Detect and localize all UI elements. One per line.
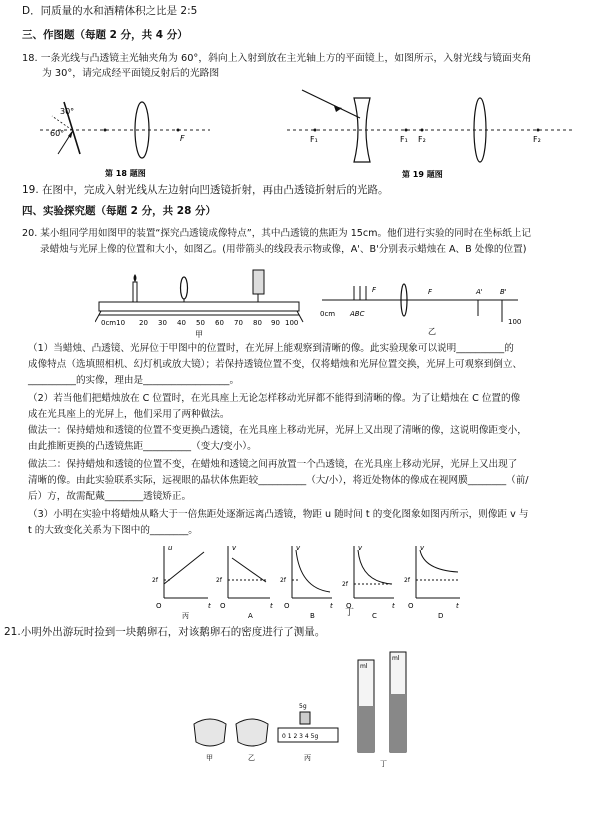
graph-label: B	[310, 612, 315, 620]
graph-label: D	[438, 612, 444, 620]
p3-line2: t 的大致变化关系为下图中的________。	[28, 525, 198, 536]
q19-text: 19. 在图中，完成入射光线从左边射向凹透镜折射，再由凸透镜折射后的光路。	[22, 184, 389, 196]
focus-label-left: F	[372, 286, 377, 294]
graph-b	[280, 544, 333, 620]
two-f-label: 2f	[280, 577, 286, 584]
water-right	[390, 694, 406, 752]
q18-text-line2: 为 30°，请完成经平面镜反射后的光路图	[42, 68, 220, 79]
f2-right-label: F₂	[533, 135, 541, 144]
weight-label: 5g	[299, 703, 307, 710]
p1-line3: __________的实像，理由是__________________。	[28, 375, 240, 386]
tick-label: 70	[234, 319, 243, 327]
curve	[296, 550, 330, 592]
tick-label: 30	[158, 319, 167, 327]
ruler-label: 0 1 2 3 4 5g	[282, 733, 319, 740]
ding-label: 丁	[380, 760, 387, 768]
p2-line1: （2）若当他们把蜡烛放在 C 位置时，在光具座上无论怎样移动光屏都不能得到清晰的像。为了让蜡烛在 C 位置的像	[28, 393, 521, 404]
yi-label: 乙	[248, 754, 255, 762]
p1-line2: 成像特点（选填照相机、幻灯机或放大镜）；若保持透镜位置不变，仅将蜡烛和光屏位置交换，光屏上可观察到倒立、	[28, 359, 523, 370]
tick-label: 0cm10	[101, 319, 126, 327]
section-3-title: 三、作图题（每题 2 分，共 4 分）	[22, 29, 188, 41]
hundred-label: 100	[508, 318, 522, 326]
figure-19	[282, 84, 582, 182]
figure-18-caption: 第 18 题图	[105, 169, 146, 178]
q20-text-line2: 录蜡烛与光屏上像的位置和大小，如图乙。(用带箭头的线段表示物或像，A'、B'分别表示蜡烛在 A、B 处像的位置)	[40, 244, 527, 255]
figure-19-caption: 第 19 题图	[402, 170, 443, 179]
a-prime-label: A'	[476, 288, 483, 296]
tick-label: 20	[139, 319, 148, 327]
x-label: t	[270, 602, 273, 610]
p2-line6: 清晰的像。由此实验联系实际，远视眼的晶状体焦距较__________（大/小），将近处物体的像成在视网膜________（前/	[28, 475, 529, 486]
two-f-label: 2f	[216, 577, 222, 584]
f2-right-dot	[537, 129, 540, 132]
candle-flame	[134, 274, 137, 282]
tick-label: 40	[177, 319, 186, 327]
figure-yi-sketch	[318, 272, 538, 338]
origin-label: O	[220, 602, 226, 610]
focus-right-dot	[177, 129, 180, 132]
b-prime-label: B'	[500, 288, 507, 296]
bench-rail	[99, 302, 299, 311]
p2-line3: 做法一：保持蜡烛和透镜的位置不变更换凸透镜，在光具座上移动光屏，光屏上又出现了清晰的像，这说明像距变小，	[28, 425, 527, 436]
graph-label: 丙	[182, 612, 189, 620]
water-left	[358, 706, 374, 752]
origin-label: O	[408, 602, 414, 610]
two-f-label: 2f	[404, 577, 410, 584]
curve	[358, 550, 392, 584]
angle-30-label: 30°	[60, 107, 75, 116]
figure-jia-label: 甲	[195, 330, 203, 338]
section-4-title: 四、实验探究题（每题 2 分，共 28 分）	[22, 205, 217, 217]
x-label: t	[330, 602, 333, 610]
graph-a	[216, 544, 273, 620]
candle	[133, 282, 137, 302]
y-label: v	[420, 544, 425, 552]
f2-left-dot	[421, 129, 424, 132]
x-label: t	[456, 602, 459, 610]
incident-ray	[302, 90, 360, 118]
tick-label: 100	[285, 319, 299, 327]
ml-label-right: ml	[392, 655, 400, 662]
figure-jia-optical-bench	[95, 262, 305, 338]
graph-label: C	[372, 612, 377, 620]
two-f-label: 2f	[342, 581, 348, 588]
y-label: u	[168, 544, 173, 552]
curve	[164, 552, 204, 584]
y-label: v	[358, 544, 363, 552]
abc-label: ABC	[350, 310, 365, 318]
graphs-note: 丁	[345, 608, 355, 618]
f2-left-label: F₂	[418, 135, 426, 144]
y-label: v	[232, 544, 237, 552]
tick-label: 90	[271, 319, 280, 327]
figure-21	[190, 650, 420, 770]
light-screen	[253, 270, 264, 294]
balance-dial-jia	[194, 719, 226, 762]
p2-line7: 后）方，故需配戴________透镜矫正。	[28, 491, 192, 502]
p2-line4: 由此推断更换的凸透镜焦距__________（变大/变小）。	[28, 441, 257, 452]
bing-label: 丙	[304, 754, 311, 762]
cylinders-ding	[358, 652, 406, 768]
origin-label: O	[156, 602, 162, 610]
x-label: t	[208, 602, 211, 610]
balance-dial-yi	[236, 719, 268, 762]
q21-text: 21.小明外出游玩时捡到一块鹅卵石，对该鹅卵石的密度进行了测量。	[4, 626, 326, 638]
ml-label-left: ml	[360, 663, 368, 670]
weight-5g	[300, 712, 310, 724]
weight-and-scale-bing	[278, 703, 338, 762]
tick-label: 50	[196, 319, 205, 327]
two-f-label: 2f	[152, 577, 158, 584]
option-d: D．同质量的水和酒精体积之比是 2:5	[22, 5, 198, 17]
figure-yi-label: 乙	[428, 327, 436, 336]
p2-line5: 做法二：保持蜡烛和透镜的位置不变，在蜡烛和透镜之间再放置一个凸透镜，在光具座上移动光屏，光屏上又出现了	[28, 459, 518, 470]
figure-18	[30, 92, 220, 182]
focus-left-dot	[104, 129, 107, 132]
focus-f-label: F	[180, 134, 185, 143]
q20-text-line1: 20. 某小组同学用如图甲的装置“探究凸透镜成像特点”，其中凸透镜的焦距为 15cm。他们进行实验的同时在坐标纸上记	[22, 228, 532, 239]
f1-left-dot	[314, 129, 317, 132]
tick-label: 80	[253, 319, 262, 327]
angle-60-label: 60°	[50, 129, 65, 138]
tick-label: 60	[215, 319, 224, 327]
graph-d	[404, 544, 460, 620]
f1-right-label: F₁	[400, 135, 408, 144]
f1-right-dot	[405, 129, 408, 132]
curve	[232, 558, 266, 582]
p1-line1: （1）当蜡烛、凸透镜、光屏位于甲图中的位置时，在光屏上能观察到清晰的像。此实验现象可以说明__________的	[28, 343, 514, 354]
y-label: v	[296, 544, 301, 552]
graph-label: A	[248, 612, 253, 620]
graphs-row	[148, 538, 468, 620]
q18-text-line1: 18. 一条光线与凸透镜主光轴夹角为 60°，斜向上入射到放在主光轴上方的平面镜上，如图所示，入射光线与镜面夹角	[22, 53, 532, 64]
graph-bing	[152, 544, 211, 620]
jia-label: 甲	[206, 754, 213, 762]
p3-line1: （3）小明在实验中将蜡烛从略大于一倍焦距处逐渐远离凸透镜，物距 u 随时间 t 的变化图象如图丙所示，则像距 v 与	[28, 509, 529, 520]
x-label: t	[392, 602, 395, 610]
p2-line2: 成在光具座上的光屏上，他们采用了两种做法。	[28, 409, 230, 420]
focus-label-right: F	[428, 288, 433, 296]
origin-label: O	[284, 602, 290, 610]
lens	[181, 277, 188, 299]
f1-left-label: F₁	[310, 135, 318, 144]
zero-label: 0cm	[320, 310, 336, 318]
curve	[420, 550, 458, 572]
origin-label: O	[346, 602, 352, 610]
